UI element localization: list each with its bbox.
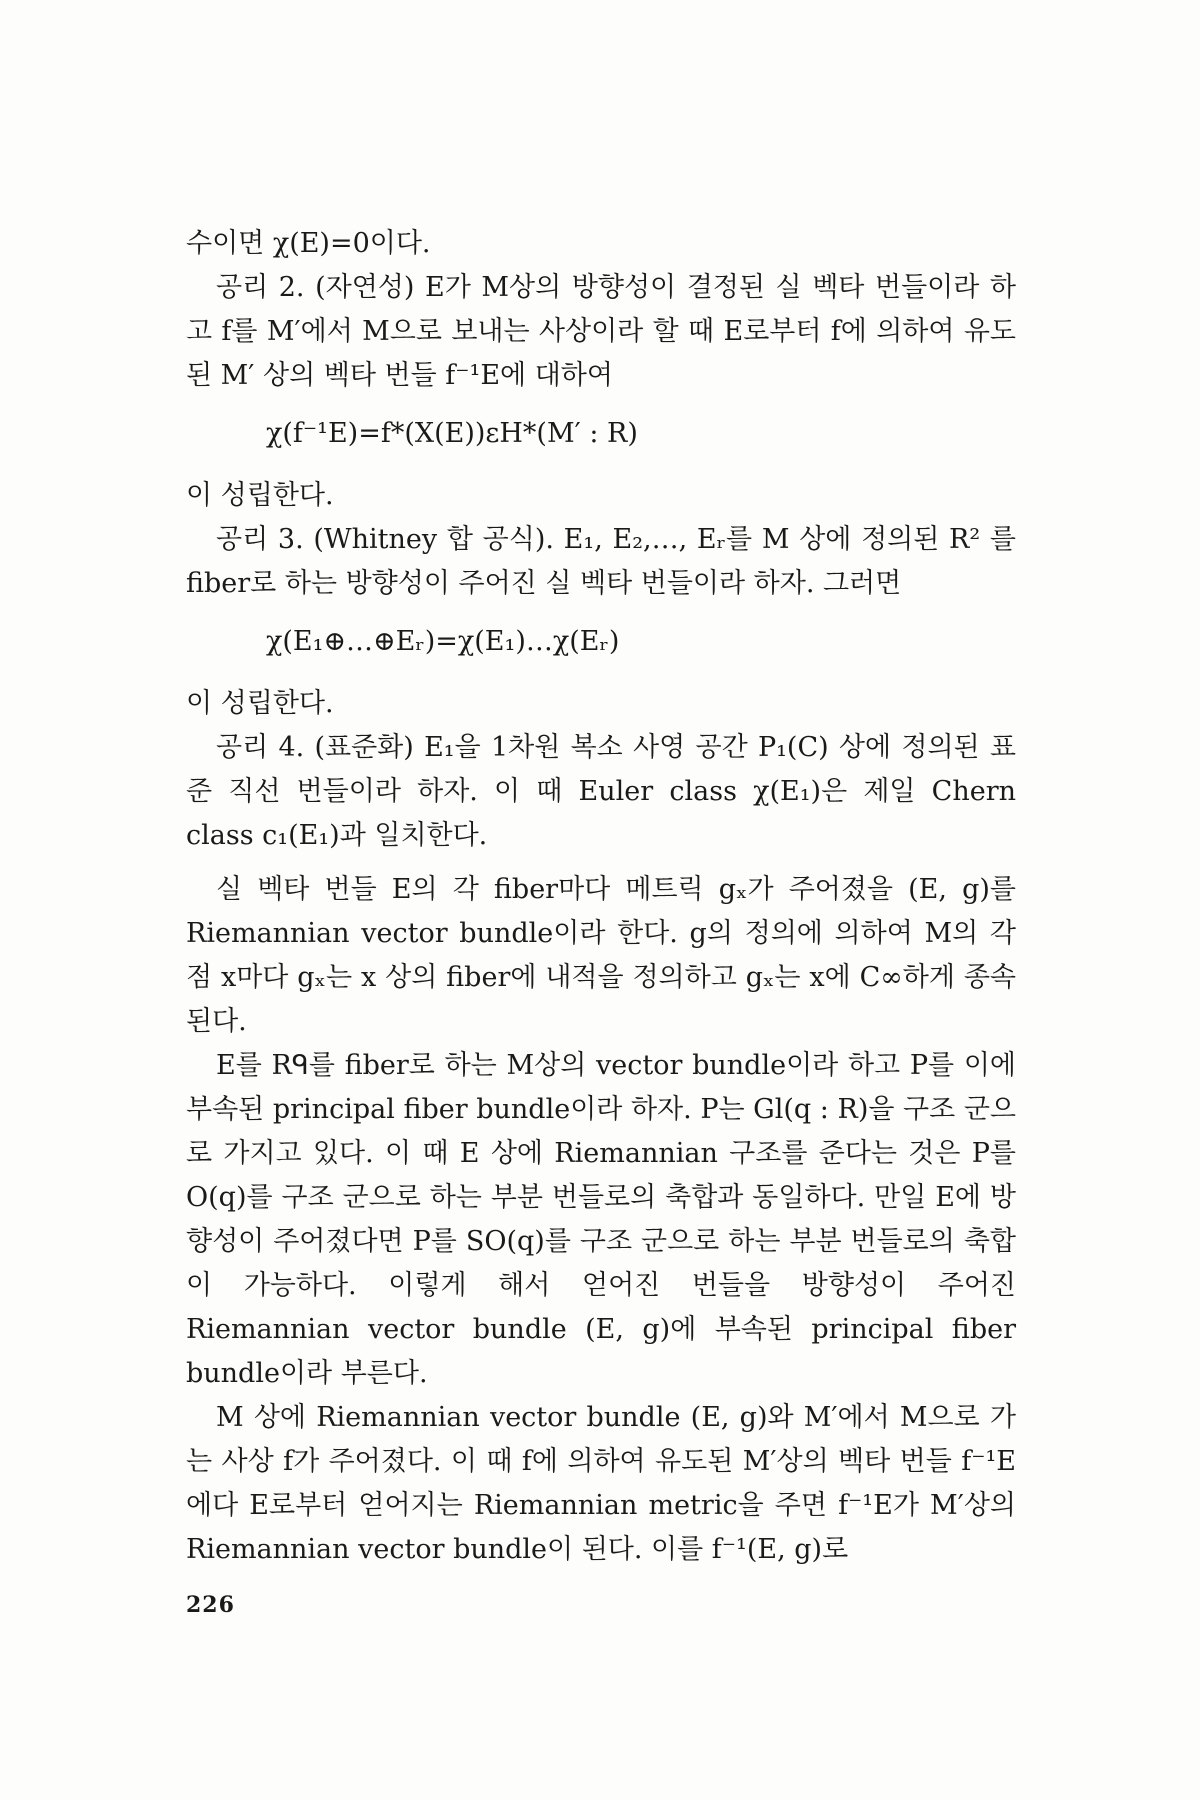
riemannian-definition-paragraph: 실 벡타 번들 E의 각 fiber마다 메트릭 gₓ가 주어졌을 (E, g)를 Riemannian vector bundle이라 한다. g의 정의에 의하여 M의 각 점 x마다 gₓ는 x 상의 fiber에 내적을 정의하고 gₓ는 x에 C∞하게 종속된다. — [186, 874, 1016, 1037]
principal-bundle-paragraph: E를 Rᑫ를 fiber로 하는 M상의 vector bundle이라 하고 P를 이에 부속된 principal fiber bundle이라 하자. P는 Gl(q : R)을 구조 군으로 가지고 있다. 이 때 E 상에 Riemannian 구조를 준다는 것은 P를 O(q)를 구조 군으로 하는 부분 번들로의 축합과 동일하다. 만일 E에 방향성이 주어졌다면 P를 SO(q)를 구조 군으로 하는 부분 번들로의 축합이 가능하다. 이렇게 해서 얻어진 번들을 방향성이 주어진 Riemannian vector bundle (E, g)에 부속된 principal fiber bundle이라 부른다. — [186, 1050, 1016, 1389]
axiom-3-paragraph: 공리 3. (Whitney 합 공식). E₁, E₂,…, Eᵣ를 M 상에 정의된 R² 를 fiber로 하는 방향성이 주어진 실 벡타 번들이라 하자. 그러면 — [186, 524, 1016, 599]
body-text — [186, 222, 1016, 1572]
paragraph-holds-1: 이 성립한다. — [186, 480, 334, 511]
pullback-paragraph: M 상에 Riemannian vector bundle (E, g)와 M′에서 M으로 가는 사상 f가 주어졌다. 이 때 f에 의하여 유도된 M′상의 벡타 번들 f⁻¹E에다 E로부터 얻어지는 Riemannian metric을 주면 f⁻¹E가 M′상의 Riemannian vector bundle이 된다. 이를 f⁻¹(E, g)로 — [186, 1402, 1016, 1565]
paragraph-holds-2: 이 성립한다. — [186, 688, 334, 719]
axiom-2-paragraph: 공리 2. (자연성) E가 M상의 방향성이 결정된 실 벡타 번들이라 하고 f를 M′에서 M으로 보내는 사상이라 할 때 E로부터 f에 의하여 유도된 M′ 상의 벡타 번들 f⁻¹E에 대하여 — [186, 272, 1016, 391]
paragraph-1: 수이면 χ(E)=0이다. — [186, 228, 431, 259]
page-number: 226 — [186, 1592, 235, 1618]
axiom-4-paragraph: 공리 4. (표준화) E₁을 1차원 복소 사영 공간 P₁(C) 상에 정의된 표준 직선 번들이라 하자. 이 때 Euler class χ(E₁)은 제일 Chern class c₁(E₁)과 일치한다. — [186, 732, 1016, 851]
equation-whitney-sum: χ(E₁⊕…⊕Eᵣ)=χ(E₁)…χ(Eᵣ) — [266, 626, 620, 657]
equation-naturality: χ(f⁻¹E)=f*(X(E))εH*(M′ : R) — [266, 418, 638, 449]
